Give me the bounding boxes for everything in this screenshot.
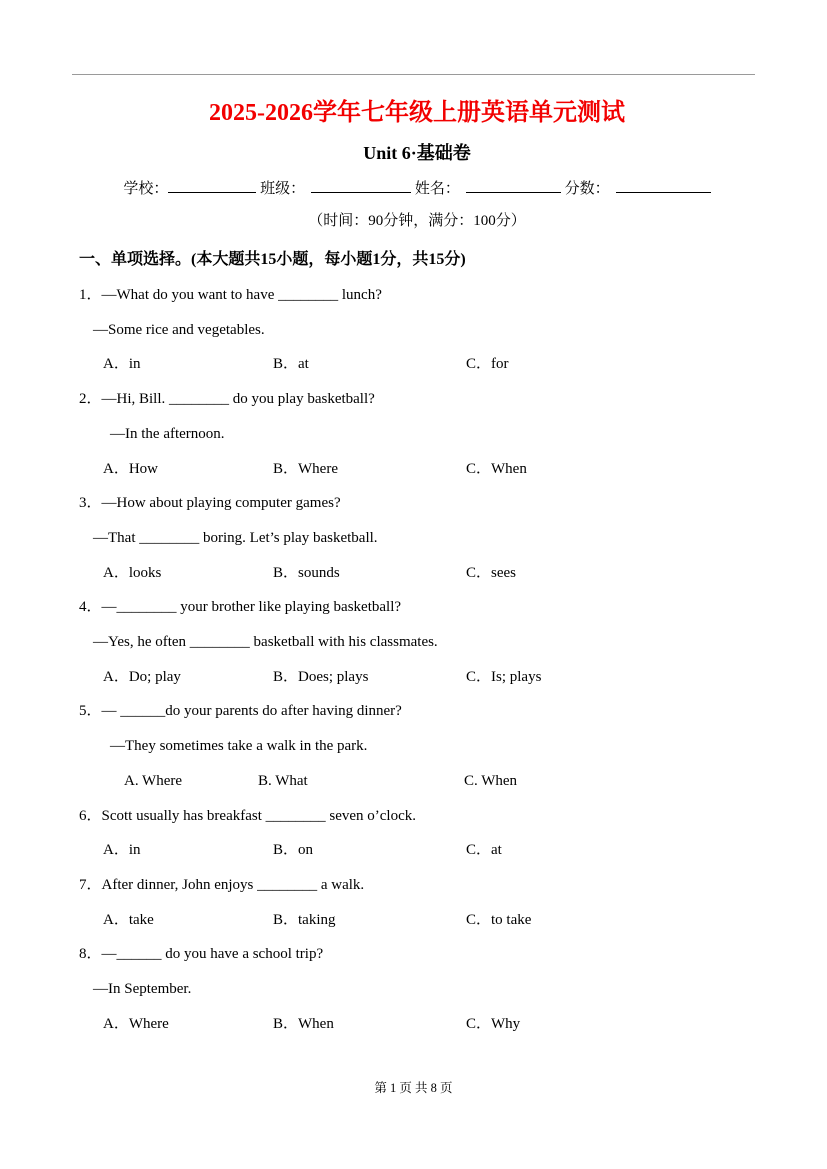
score-blank — [616, 178, 711, 193]
question-2 — [79, 382, 755, 486]
option-c: C．to take — [466, 911, 532, 928]
question-reply: —In the afternoon. — [110, 425, 225, 442]
option-c: C．Why — [466, 1015, 521, 1032]
option-a: A．Where — [103, 1015, 169, 1032]
question-stem: 3．—How about playing computer games? — [79, 495, 341, 512]
question-6 — [79, 799, 755, 868]
option-a: A．looks — [103, 564, 162, 581]
header-rule — [72, 74, 755, 75]
option-b: B．at — [273, 356, 309, 373]
option-c: C．When — [466, 460, 527, 477]
option-a: A．How — [103, 460, 158, 477]
school-label: 学校： — [123, 181, 169, 197]
time-score-line: （时间：90分钟，满分：100分） — [308, 213, 526, 229]
page-content — [0, 98, 827, 1041]
option-b: B．sounds — [273, 564, 340, 581]
option-a: A．Do; play — [103, 668, 181, 685]
question-reply: —Yes, he often ________ basketball with his classmates. — [93, 634, 438, 651]
question-reply: —Some rice and vegetables. — [93, 321, 265, 338]
question-reply: —In September. — [93, 981, 192, 998]
option-b: B．on — [273, 842, 314, 859]
option-a: A．take — [103, 911, 154, 928]
option-b: B．When — [273, 1015, 334, 1032]
school-blank — [168, 178, 256, 193]
question-stem: 6．Scott usually has breakfast ________ seven o’clock. — [79, 807, 417, 824]
option-a: A．in — [103, 356, 141, 373]
options-row — [79, 833, 755, 868]
question-stem: 5．— ______do your parents do after having dinner? — [79, 703, 402, 720]
question-8 — [79, 937, 755, 1041]
name-label: 姓名： — [414, 181, 460, 197]
question-5 — [79, 694, 755, 798]
option-c: C．Is; plays — [466, 668, 542, 685]
question-stem: 1．—What do you want to have ________ lunch? — [79, 287, 382, 303]
option-b: B. What — [258, 772, 308, 789]
question-7 — [79, 868, 755, 937]
option-b: B．Where — [273, 460, 338, 477]
student-info-line — [79, 174, 755, 204]
question-3 — [79, 486, 755, 590]
page-title: 2025-2026学年七年级上册英语单元测试 — [209, 100, 625, 126]
options-row — [79, 903, 755, 938]
question-4 — [79, 590, 755, 694]
question-stem: 7．After dinner, John enjoys ________ a walk. — [79, 876, 365, 893]
option-c: C．at — [466, 842, 502, 859]
option-b: B．Does; plays — [273, 668, 369, 685]
option-a: A．in — [103, 842, 141, 859]
question-stem: 8．—______ do you have a school trip? — [79, 946, 324, 963]
question-reply: —They sometimes take a walk in the park. — [110, 738, 368, 755]
options-row — [79, 452, 755, 487]
name-blank — [466, 178, 561, 193]
question-stem: 2．—Hi, Bill. ________ do you play basketball? — [79, 391, 375, 408]
question-stem: 4．—________ your brother like playing basketball? — [79, 599, 402, 616]
options-row — [79, 660, 755, 695]
class-label: 班级： — [260, 181, 306, 197]
options-row — [79, 764, 755, 799]
page-subtitle: Unit 6·基础卷 — [363, 143, 471, 163]
section-heading: 一、单项选择。(本大题共15小题，每小题1分，共15分) — [79, 251, 466, 268]
options-row — [79, 347, 755, 382]
option-c: C．sees — [466, 564, 516, 581]
options-row — [79, 556, 755, 591]
option-b: B．taking — [273, 911, 336, 928]
page-number-footer: 第 1 页 共 8 页 — [374, 1081, 453, 1095]
question-1 — [79, 278, 755, 382]
option-a: A. Where — [124, 772, 183, 789]
options-row — [79, 1007, 755, 1042]
class-blank — [311, 178, 411, 193]
question-reply: —That ________ boring. Let’s play basketball. — [93, 529, 378, 546]
score-label: 分数： — [564, 181, 610, 197]
option-c: C. When — [464, 772, 518, 789]
option-c: C．for — [466, 356, 509, 373]
